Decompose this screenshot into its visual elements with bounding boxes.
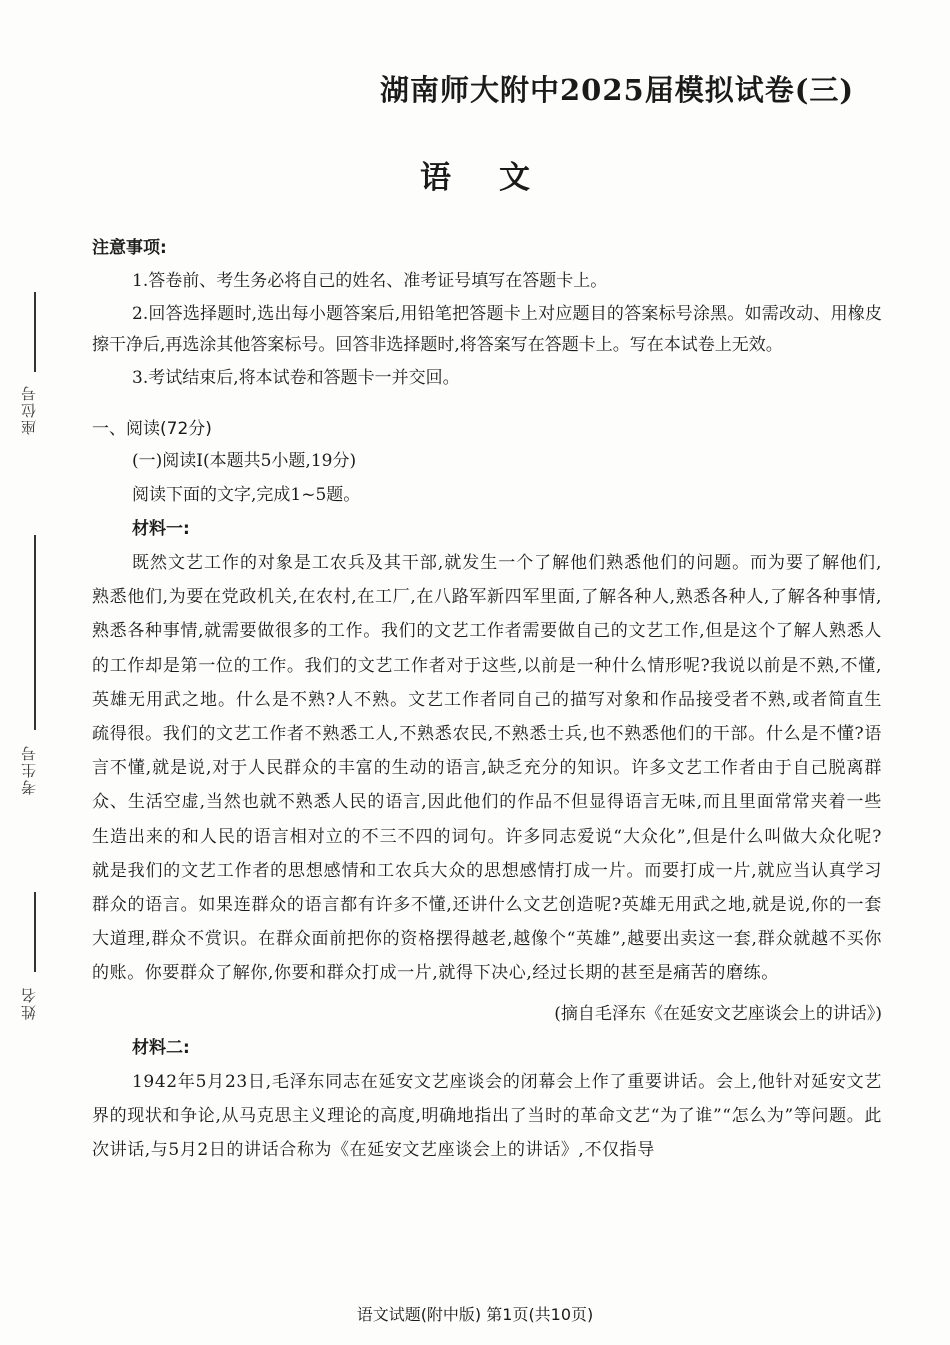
page-footer: 语文试题(附中版) 第1页(共10页): [356, 1305, 594, 1324]
notice-item: 2.回答选择题时,选出每小题答案后,用铅笔把答题卡上对应题目的答案标号涂黑。如需改动、用橡皮擦干净后,再选涂其他答案标号。回答非选择题时,将答案写在答题卡上。写在本试卷上无效。: [92, 304, 882, 355]
material-one-heading: 材料一:: [132, 519, 190, 539]
notice-item: 3.考试结束后,将本试卷和答题卡一并交回。: [132, 368, 460, 388]
sub-section-heading: (一)阅读Ⅰ(本题共5小题,19分): [132, 451, 357, 471]
seat-number-label: 座位号: [20, 384, 38, 435]
exam-title: 湖南师大附中2025届模拟试卷(三): [380, 73, 855, 107]
name-label: 姓名: [20, 986, 38, 1020]
binding-line-name: [34, 892, 36, 972]
exam-number-label: 考生号: [20, 744, 38, 795]
subject-title: 语文: [420, 160, 578, 196]
material-two-heading: 材料二:: [132, 1037, 190, 1058]
material-one-text: 既然文艺工作的对象是工农兵及其干部,就发生一个了解他们熟悉他们的问题。而为要了解他们,熟悉他们,为要在党政机关,在农村,在工厂,在八路军新四军里面,了解各种人,熟悉各种人,了解各种事情,熟悉各种事情,就需要做很多的工作。我们的文艺工作者需要做自己的文艺工作,但是这个了解人熟悉人的工作却是第一位的工作。我们的文艺工作者对于这些,以前是一种什么情形呢?我说以前是不熟,不懂,英雄无用武之地。什么是不熟?人不熟。文艺工作者同自己的描写对象和作品接受者不熟,或者简直生疏得很。我们的文艺工作者不熟悉工人,不熟悉农民,不熟悉士兵,也不熟悉他们的干部。什么是不懂?语言不懂,就是说,对于人民群众的丰富的生动的语言,缺乏充分的知识。许多文艺工作者由于自己脱离群众、生活空虚,当然也就不熟悉人民的语言,因此他们的作品不但显得语言无味,而且里面常常夹着一些生造出来的和人民的语言相对立的不三不四的词句。许多同志爱说“大众化”,但是什么叫做大众化呢?就是我们的文艺工作者的思想感情和工农兵大众的思想感情打成一片。而要打成一片,就应当认真学习群众的语言。如果连群众的语言都有许多不懂,还讲什么文艺创造呢?英雄无用武之地,就是说,你的一套大道理,群众不赏识。在群众面前把你的资格摆得越老,越像个“英雄”,越要出卖这一套,群众就越不买你的账。你要群众了解你,你要和群众打成一片,就得下决心,经过长期的甚至是痛苦的磨练。: [92, 553, 883, 984]
material-one-source: (摘自毛泽东《在延安文艺座谈会上的讲话》): [554, 1003, 882, 1024]
notice-heading: 注意事项:: [92, 238, 167, 258]
binding-line-seat: [34, 292, 36, 372]
section-heading: 一、阅读(72分): [92, 419, 212, 439]
exam-content: [92, 232, 882, 1167]
material-two-text: 1942年5月23日,毛泽东同志在延安文艺座谈会的闭幕会上作了重要讲话。会上,他针对延安文艺界的现状和争论,从马克思主义理论的高度,明确地指出了当时的革命文艺“为了谁”“怎么为”等问题。此次讲话,与5月2日的讲话合称为《在延安文艺座谈会上的讲话》,不仅指导: [92, 1071, 882, 1161]
notice-item: 1.答卷前、考生务必将自己的姓名、准考证号填写在答题卡上。: [132, 271, 608, 291]
instruction-text: 阅读下面的文字,完成1~5题。: [132, 485, 361, 505]
binding-line-exam-no: [34, 535, 36, 730]
